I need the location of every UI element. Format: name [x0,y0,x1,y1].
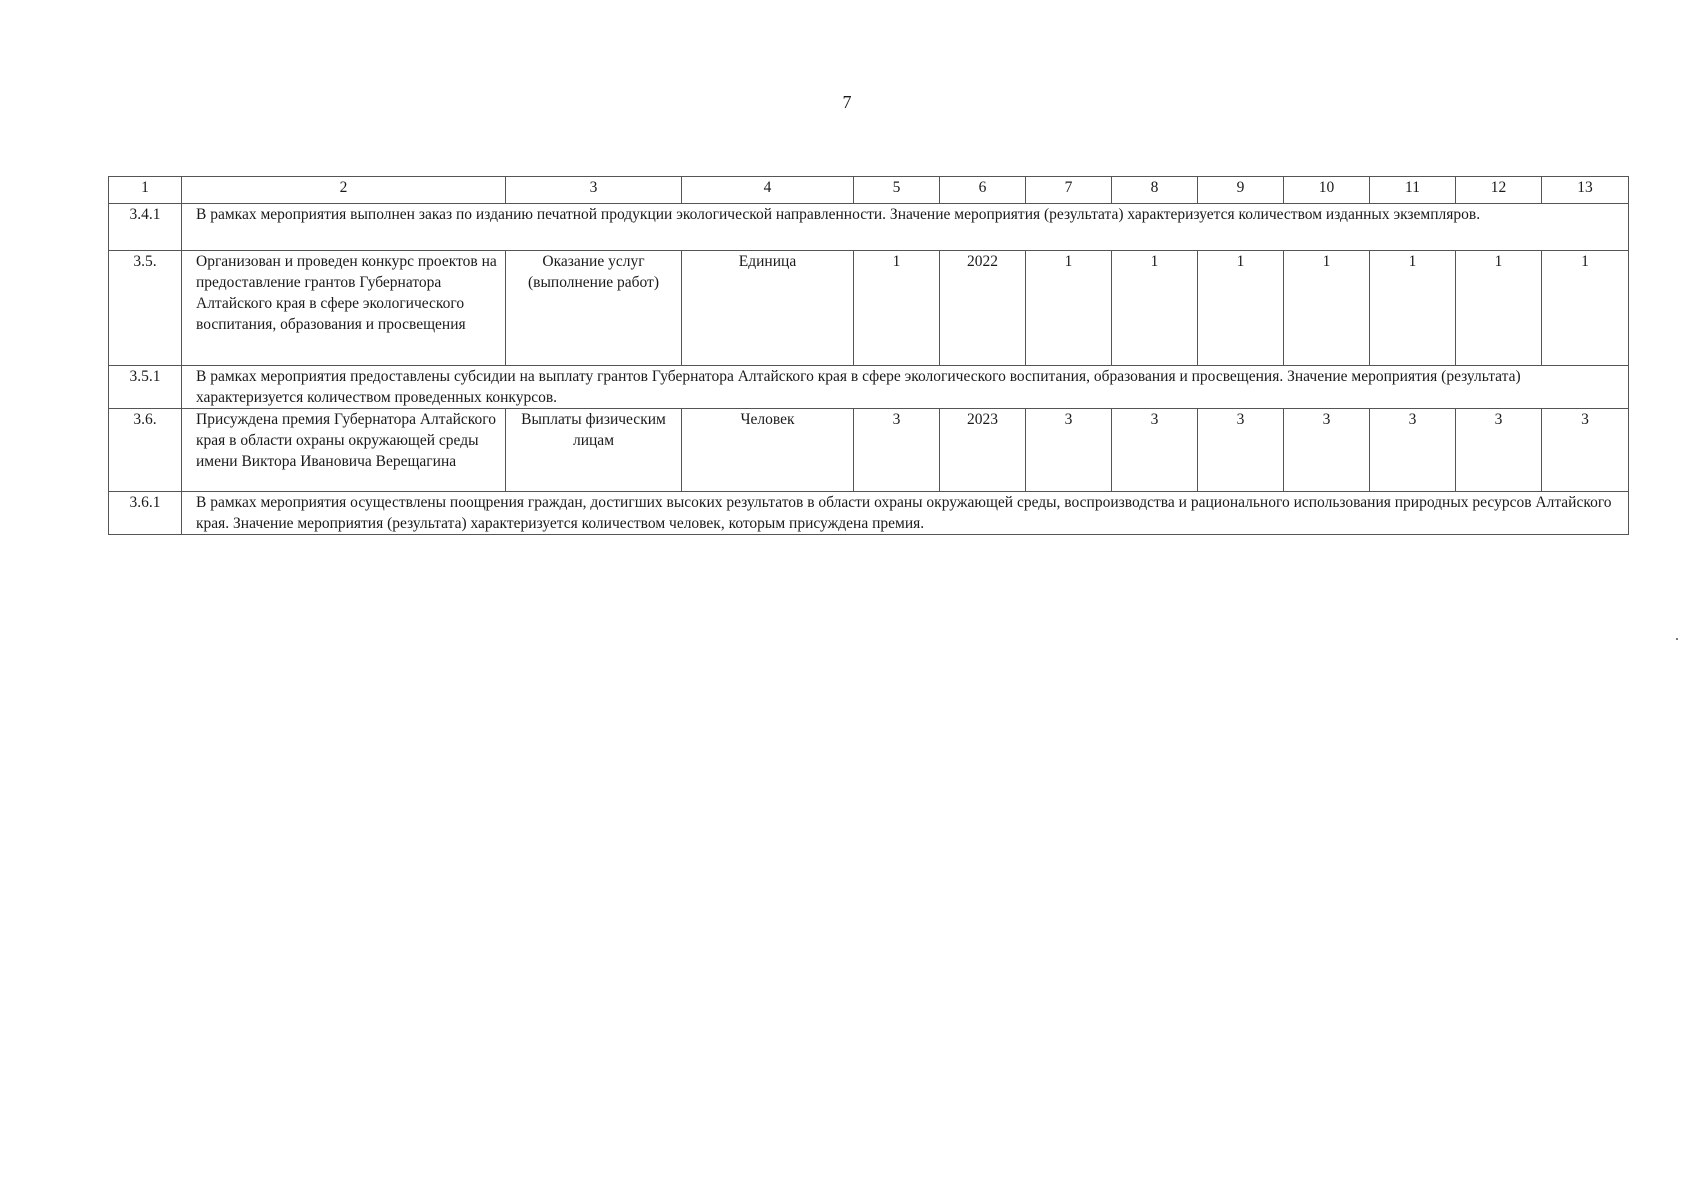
header-cell: 1 [109,177,182,204]
header-cell: 3 [506,177,682,204]
table-row [109,204,1629,251]
row-value: 3 [1284,409,1370,492]
row-base-value: 1 [854,251,940,366]
row-value: 3 [1198,409,1284,492]
row-value: 3 [1456,409,1542,492]
row-id: 3.4.1 [109,204,182,251]
header-cell: 6 [940,177,1026,204]
row-value: 3 [1370,409,1456,492]
row-base-year: 2022 [940,251,1026,366]
row-value: 3 [1026,409,1112,492]
table-row [109,409,1629,492]
row-description: В рамках мероприятия выполнен заказ по изданию печатной продукции экологической направленности. Значение мероприятия (результата) характеризуется количеством изданных экземпляров. [182,204,1629,251]
header-cell: 5 [854,177,940,204]
row-value: 1 [1026,251,1112,366]
table-row [109,366,1629,409]
row-value: 1 [1370,251,1456,366]
row-value: 1 [1456,251,1542,366]
row-value: 1 [1112,251,1198,366]
row-type: Выплаты физическим лицам [506,409,682,492]
header-cell: 11 [1370,177,1456,204]
row-value: 3 [1542,409,1629,492]
row-unit: Единица [682,251,854,366]
table-row [109,492,1629,535]
row-value: 1 [1198,251,1284,366]
row-unit: Человек [682,409,854,492]
row-type: Оказание услуг (выполнение работ) [506,251,682,366]
header-cell: 4 [682,177,854,204]
row-description: В рамках мероприятия осуществлены поощрения граждан, достигших высоких результатов в области охраны окружающей среды, воспроизводства и рационального использования природных ресурсов Алтайского края. Значение мероприятия (результата) характеризуется количеством человек, которым присуждена премия. [182,492,1629,535]
header-cell: 10 [1284,177,1370,204]
row-description: В рамках мероприятия предоставлены субсидии на выплату грантов Губернатора Алтайского края в сфере экологического воспитания, образования и просвещения. Значение мероприятия (результата) характеризуется количеством проведенных конкурсов. [182,366,1629,409]
page-number: 7 [842,92,852,112]
row-id: 3.6. [109,409,182,492]
header-cell: 9 [1198,177,1284,204]
row-name: Присуждена премия Губернатора Алтайского края в области охраны окружающей среды имени Виктора Ивановича Верещагина [182,409,506,492]
row-id: 3.6.1 [109,492,182,535]
header-cell: 13 [1542,177,1629,204]
header-cell: 8 [1112,177,1198,204]
results-table [108,176,1629,535]
row-value: 1 [1542,251,1629,366]
table-header-row [109,177,1629,204]
row-base-value: 3 [854,409,940,492]
row-name: Организован и проведен конкурс проектов на предоставление грантов Губернатора Алтайского края в сфере экологического воспитания, образования и просвещения [182,251,506,366]
header-cell: 2 [182,177,506,204]
row-base-year: 2023 [940,409,1026,492]
header-cell: 12 [1456,177,1542,204]
row-value: 1 [1284,251,1370,366]
row-id: 3.5.1 [109,366,182,409]
table-row [109,251,1629,366]
scan-speck [1676,638,1678,640]
header-cell: 7 [1026,177,1112,204]
row-id: 3.5. [109,251,182,366]
row-value: 3 [1112,409,1198,492]
